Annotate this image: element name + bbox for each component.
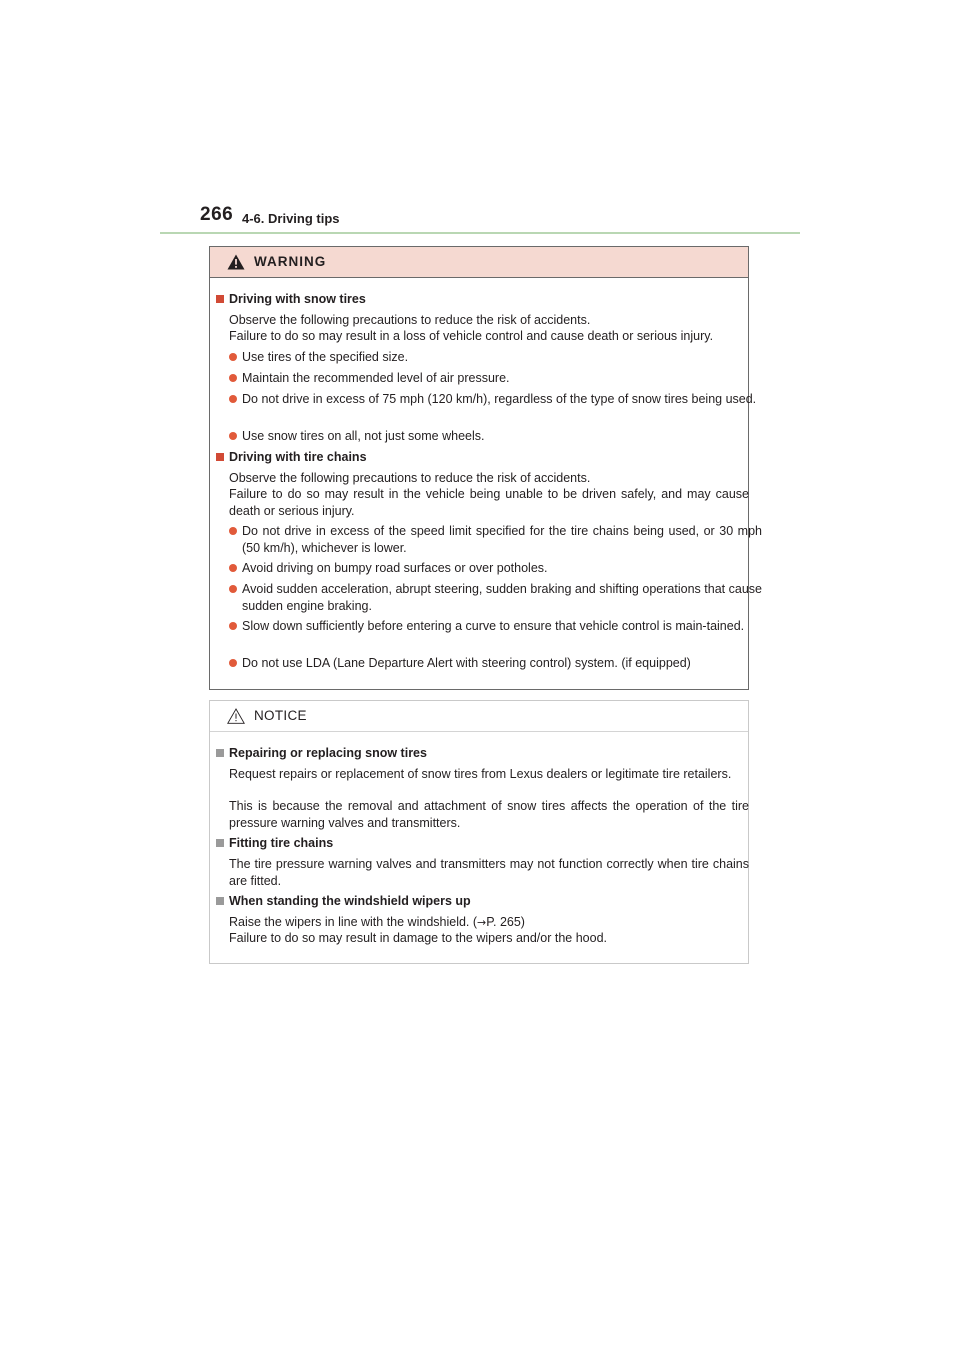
- heading-text: Fitting tire chains: [229, 836, 334, 850]
- section-heading: [210, 835, 749, 852]
- bullet-dot-icon: [229, 585, 237, 593]
- bullet-item: [210, 560, 762, 577]
- bullet-text: Do not drive in excess of 75 mph (120 km/h), regardless of the type of snow tires being used.: [242, 392, 757, 406]
- square-marker-icon: [216, 897, 224, 905]
- paragraph: [210, 798, 749, 831]
- heading-text: Repairing or replacing snow tires: [229, 746, 427, 760]
- notice-box: [209, 700, 749, 964]
- bullet-text: Slow down sufficiently before entering a curve to ensure that vehicle control is main-tained.: [242, 619, 745, 633]
- paragraph-text: Failure to do so may result in the vehicle being unable to be driven safely, and may cause death or serious injury.: [229, 487, 749, 518]
- section-heading: [210, 449, 749, 466]
- paragraph-text: Failure to do so may result in a loss of vehicle control and cause death or serious injury.: [229, 329, 714, 343]
- warning-triangle-icon: [227, 254, 245, 270]
- bullet-dot-icon: [229, 374, 237, 382]
- bullet-dot-icon: [229, 353, 237, 361]
- notice-triangle-icon: [227, 708, 245, 724]
- bullet-item: [210, 349, 762, 366]
- bullet-text: Avoid driving on bumpy road surfaces or over potholes.: [242, 561, 548, 575]
- arrow-right-icon: →: [477, 916, 487, 929]
- bullet-dot-icon: [229, 432, 237, 440]
- bullet-item: [210, 391, 762, 408]
- notice-header: [210, 701, 748, 732]
- bullet-item: [210, 581, 762, 614]
- paragraph-text: Observe the following precautions to reduce the risk of accidents.: [229, 313, 591, 327]
- paragraph: [210, 312, 749, 329]
- bullet-text: Use tires of the specified size.: [242, 350, 409, 364]
- paragraph: [210, 766, 749, 783]
- page-reference-link[interactable]: P. 265): [486, 915, 525, 929]
- paragraph-text: The tire pressure warning valves and transmitters may not function correctly when tire chains are fitted.: [229, 857, 749, 888]
- page-header: [160, 204, 800, 234]
- bullet-dot-icon: [229, 659, 237, 667]
- header-rule: [160, 232, 800, 234]
- bullet-dot-icon: [229, 564, 237, 572]
- bullet-text: Use snow tires on all, not just some wheels.: [242, 429, 485, 443]
- paragraph-text: This is because the removal and attachment of snow tires affects the operation of the tire pressure warning valves and transmitters.: [229, 799, 749, 830]
- heading-text: Driving with tire chains: [229, 450, 367, 464]
- bullet-text: Avoid sudden acceleration, abrupt steering, sudden braking and shifting operations that cause sudden engine braking.: [242, 582, 762, 613]
- bullet-item: [210, 618, 762, 635]
- section-title: 4-6. Driving tips: [242, 211, 340, 226]
- square-marker-icon: [216, 295, 224, 303]
- paragraph: [210, 856, 749, 889]
- bullet-text: Do not use LDA (Lane Departure Alert with steering control) system. (if equipped): [242, 656, 691, 670]
- paragraph: [210, 914, 749, 932]
- paragraph-text: Request repairs or replacement of snow tires from Lexus dealers or legitimate tire retailers.: [229, 767, 732, 781]
- square-marker-icon: [216, 453, 224, 461]
- bullet-item: [210, 523, 762, 556]
- paragraph: [210, 470, 749, 487]
- paragraph-text: Raise the wipers in line with the windshield. (: [229, 915, 478, 929]
- heading-text: Driving with snow tires: [229, 292, 366, 306]
- section-heading: [210, 291, 749, 308]
- warning-box: [209, 246, 762, 690]
- paragraph-text: Failure to do so may result in damage to the wipers and/or the hood.: [229, 931, 607, 945]
- section-heading: [210, 893, 749, 910]
- bullet-dot-icon: [229, 622, 237, 630]
- notice-label: NOTICE: [254, 708, 307, 723]
- bullet-dot-icon: [229, 395, 237, 403]
- bullet-dot-icon: [229, 527, 237, 535]
- bullet-item: [210, 428, 762, 445]
- paragraph: [210, 328, 749, 345]
- section-heading: [210, 745, 749, 762]
- square-marker-icon: [216, 839, 224, 847]
- square-marker-icon: [216, 749, 224, 757]
- warning-label: WARNING: [254, 254, 327, 269]
- bullet-text: Do not drive in excess of the speed limit specified for the tire chains being used, or 30 mph (50 km/h), whichever is lower.: [242, 524, 762, 555]
- bullet-text: Maintain the recommended level of air pressure.: [242, 371, 510, 385]
- paragraph-text: Observe the following precautions to reduce the risk of accidents.: [229, 471, 591, 485]
- warning-header: [210, 247, 748, 278]
- paragraph: [210, 486, 749, 519]
- heading-text: When standing the windshield wipers up: [229, 894, 471, 908]
- paragraph: [210, 930, 749, 947]
- page-number: 266: [200, 204, 234, 225]
- bullet-item: [210, 370, 762, 387]
- bullet-item: [210, 655, 762, 672]
